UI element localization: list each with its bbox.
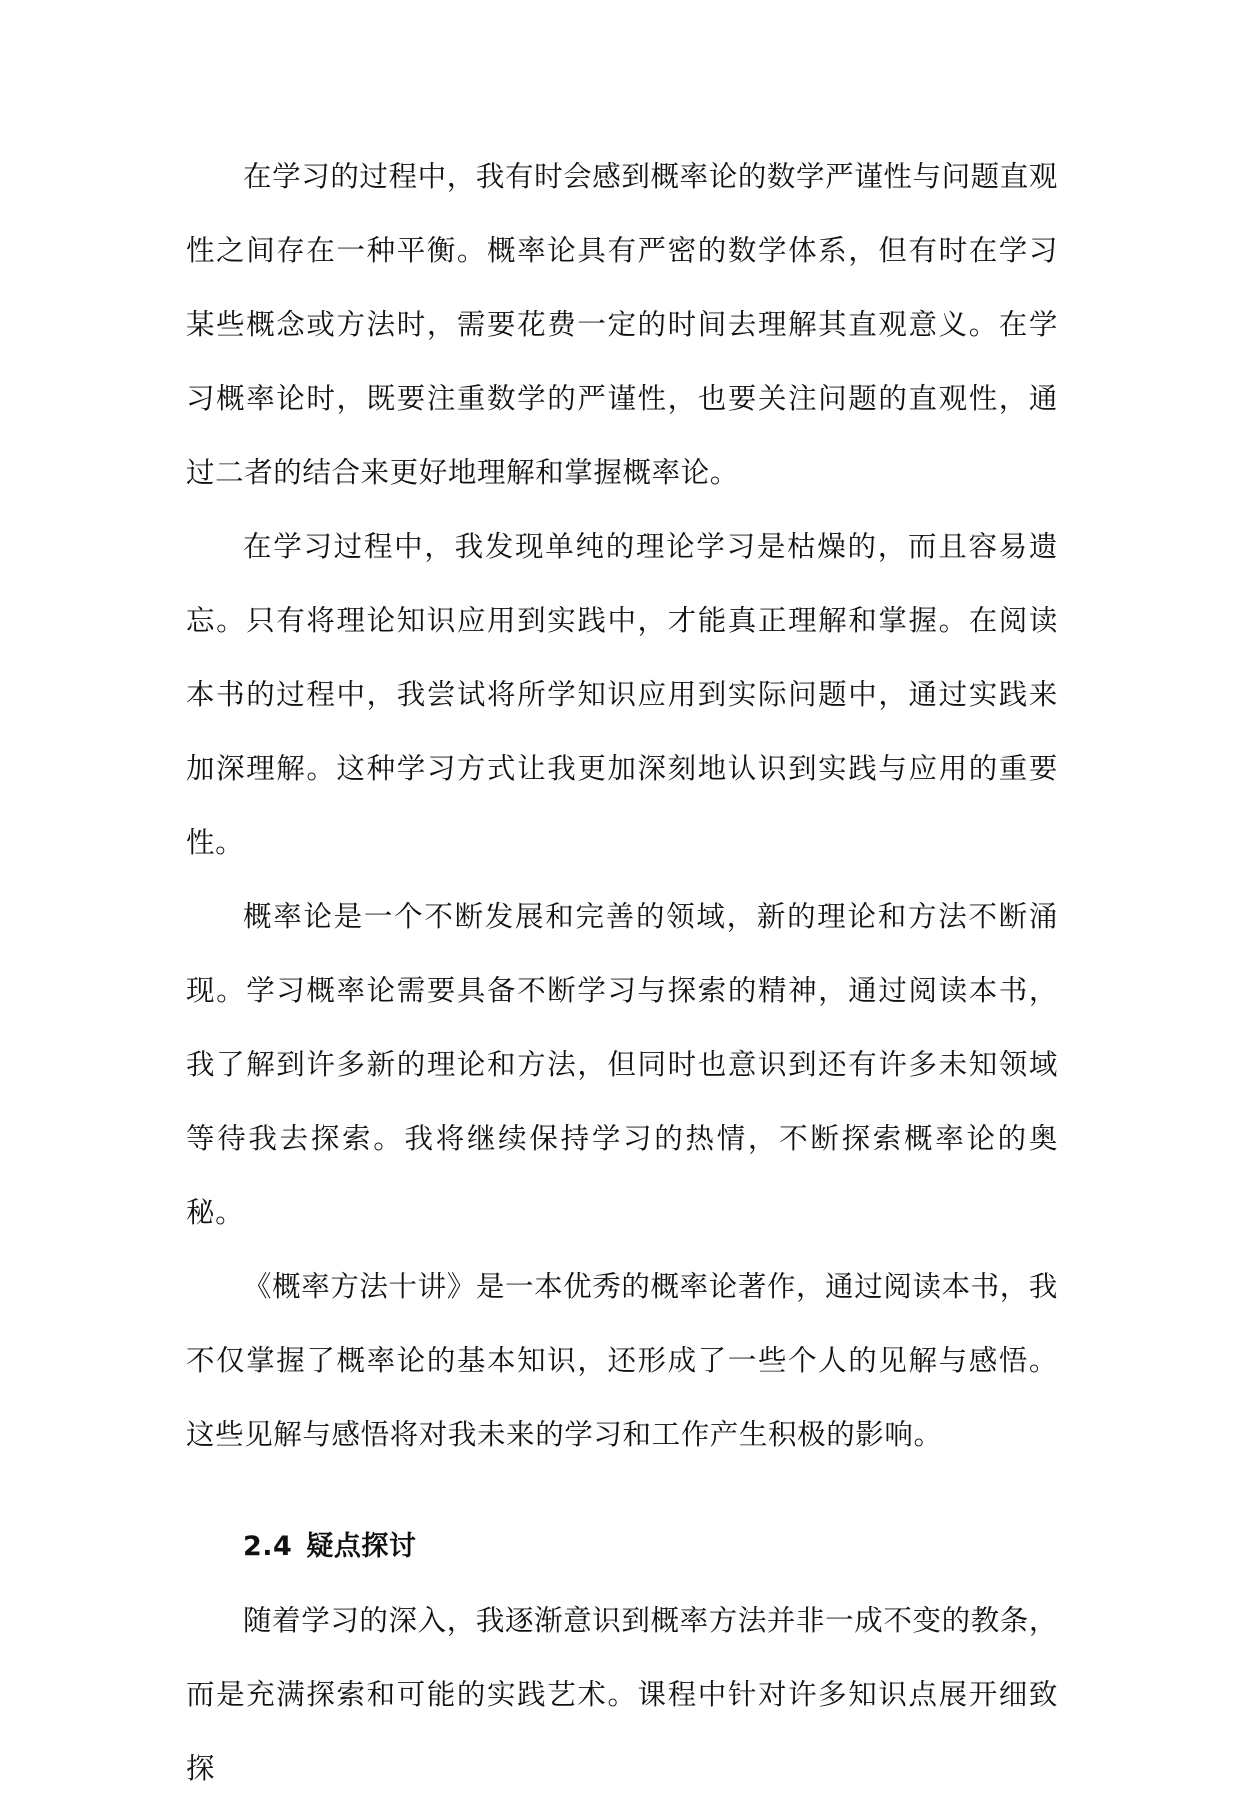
paragraph-conclusion: 《概率方法十讲》是一本优秀的概率论著作，通过阅读本书，我不仅掌握了概率论的基本知识，还形成了一些个人的见解与感悟。这些见解与感悟将对我未来的学习和工作产生积极的影响。: [186, 1270, 1058, 1451]
section-title: 疑点探讨: [306, 1531, 417, 1562]
paragraph-section-intro: 随着学习的深入，我逐渐意识到概率方法并非一成不变的教条，而是充满探索和可能的实践艺术。课程中针对许多知识点展开细致探: [186, 1604, 1058, 1785]
section-number: 2.4: [243, 1531, 293, 1562]
paragraph-exploration: 概率论是一个不断发展和完善的领域，新的理论和方法不断涌现。学习概率论需要具备不断学习与探索的精神，通过阅读本书，我了解到许多新的理论和方法，但同时也意识到还有许多未知领域等待我去探索。我将继续保持学习的热情，不断探索概率论的奥秘。: [186, 900, 1058, 1229]
paragraph-balance: 在学习的过程中，我有时会感到概率论的数学严谨性与问题直观性之间存在一种平衡。概率论具有严密的数学体系，但有时在学习某些概念或方法时，需要花费一定的时间去理解其直观意义。在学习概率论时，既要注重数学的严谨性，也要关注问题的直观性，通过二者的结合来更好地理解和掌握概率论。: [186, 160, 1058, 489]
section-heading: [186, 1510, 1058, 1584]
paragraph-practice: 在学习过程中，我发现单纯的理论学习是枯燥的，而且容易遗忘。只有将理论知识应用到实践中，才能真正理解和掌握。在阅读本书的过程中，我尝试将所学知识应用到实际问题中，通过实践来加深理解。这种学习方式让我更加深刻地认识到实践与应用的重要性。: [186, 530, 1058, 859]
document-page: [186, 140, 1058, 1806]
